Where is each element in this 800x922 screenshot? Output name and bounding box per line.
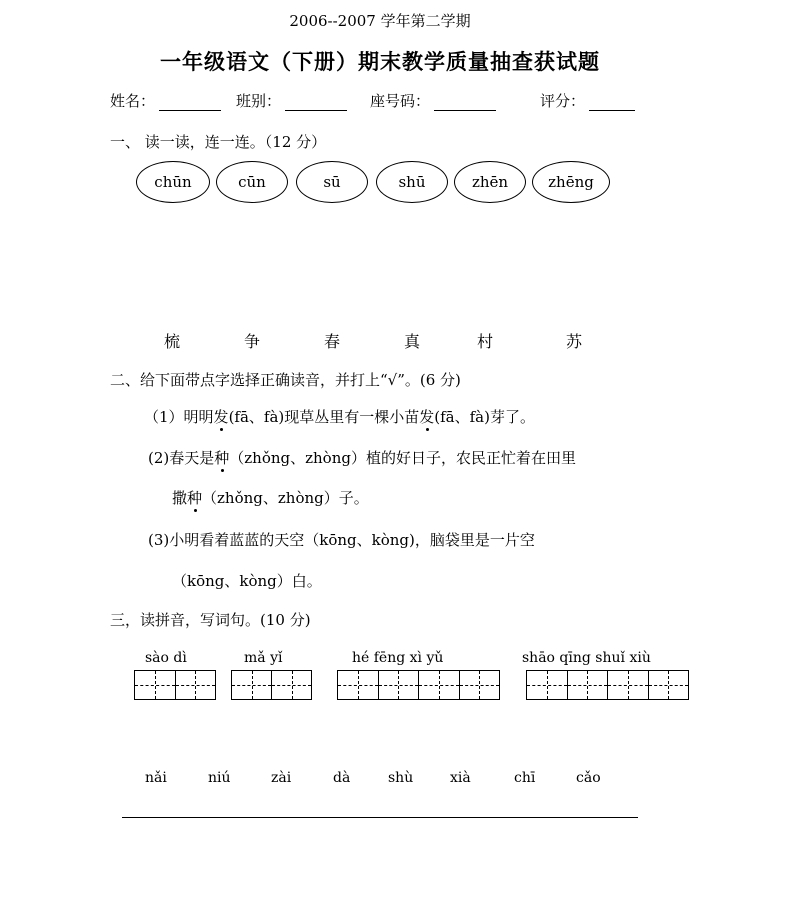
writing-grid[interactable] (231, 670, 312, 700)
writing-grid[interactable] (134, 670, 216, 700)
pinyin-word: shù (388, 770, 414, 786)
score-blank[interactable] (589, 96, 635, 111)
hanzi-char[interactable]: 真 (404, 332, 421, 351)
q2-text: （1）明明 (144, 408, 214, 426)
writing-grid[interactable] (526, 670, 689, 700)
hanzi-char[interactable]: 春 (324, 332, 341, 351)
q2-line-4: (3)小明看着蓝蓝的天空（kōng、kòng)，脑袋里是一片空 (148, 531, 535, 549)
pinyin-group: shāo qīng shuǐ xiù (522, 650, 651, 666)
q2-text: （zhǒng、zhòng）植的好日子，农民正忙着在田里 (229, 449, 576, 467)
pinyin-group: sào dì (145, 650, 187, 666)
pinyin-text: sū (323, 173, 341, 191)
dotted-char: 发 (213, 408, 229, 426)
pinyin-word: niú (208, 770, 231, 786)
pinyin-text: shū (398, 173, 426, 191)
score-field (540, 90, 635, 111)
pinyin-oval[interactable] (216, 161, 288, 203)
q2-line-3 (172, 487, 369, 508)
pinyin-word: chī (514, 770, 536, 786)
name-blank[interactable] (159, 96, 221, 111)
pinyin-text: cūn (238, 173, 266, 191)
hanzi-char[interactable]: 苏 (566, 332, 583, 351)
pinyin-oval[interactable] (136, 161, 210, 203)
q3-heading: 三，读拼音，写词句。(10 分) (110, 611, 311, 629)
school-year: 2006--2007 学年第二学期 (289, 12, 471, 30)
pinyin-word: cǎo (576, 770, 601, 786)
pinyin-word: zài (271, 770, 292, 786)
grid-cell[interactable] (232, 671, 272, 699)
answer-line[interactable] (122, 817, 638, 818)
pinyin-word: xià (450, 770, 471, 786)
score-label: 评分： (540, 92, 586, 110)
grid-cell[interactable] (419, 671, 460, 699)
q2-heading: 二、给下面带点字选择正确读音，并打上“√”。(6 分) (110, 371, 461, 389)
hanzi-char[interactable]: 村 (477, 332, 494, 351)
pinyin-group: mǎ yǐ (244, 650, 283, 666)
grid-cell[interactable] (649, 671, 689, 699)
grid-cell[interactable] (176, 671, 216, 699)
seat-blank[interactable] (434, 96, 496, 111)
name-field (110, 90, 221, 111)
pinyin-text: zhēng (548, 173, 594, 191)
grid-cell[interactable] (272, 671, 311, 699)
q2-line-2 (148, 447, 576, 468)
q2-text: 撒 (172, 489, 188, 507)
hanzi-char[interactable]: 梳 (164, 332, 181, 351)
pinyin-group: hé fēng xì yǔ (352, 650, 444, 666)
pinyin-oval[interactable] (376, 161, 448, 203)
seat-label: 座号码： (370, 92, 431, 110)
q2-line-5: （kōng、kòng）白。 (172, 572, 322, 590)
q2-text: (fā、fà)现草丛里有一棵小苗 (228, 408, 420, 426)
q2-text: （zhǒng、zhòng）子。 (202, 489, 369, 507)
class-blank[interactable] (285, 96, 347, 111)
grid-cell[interactable] (460, 671, 500, 699)
pinyin-oval[interactable] (454, 161, 526, 203)
name-label: 姓名： (110, 92, 156, 110)
q1-heading: 一、 读一读，连一连。（12 分） (110, 133, 327, 151)
pinyin-word: dà (333, 770, 351, 786)
pinyin-text: chūn (154, 173, 192, 191)
q2-text: (2)春天是 (148, 449, 215, 467)
grid-cell[interactable] (338, 671, 379, 699)
pinyin-oval[interactable] (532, 161, 610, 203)
q2-line-1 (144, 406, 535, 427)
writing-grid[interactable] (337, 670, 500, 700)
hanzi-char[interactable]: 争 (244, 332, 261, 351)
page-title: 一年级语文（下册）期末教学质量抽查获试题 (160, 49, 600, 74)
seat-field (370, 90, 496, 111)
pinyin-oval[interactable] (296, 161, 368, 203)
dotted-char: 发 (419, 408, 435, 426)
dotted-char: 种 (214, 449, 230, 467)
grid-cell[interactable] (379, 671, 420, 699)
grid-cell[interactable] (608, 671, 649, 699)
q2-text: (fā、fà)芽了。 (434, 408, 535, 426)
dotted-char: 种 (187, 489, 203, 507)
pinyin-text: zhēn (471, 173, 509, 191)
class-label: 班别： (236, 92, 282, 110)
pinyin-word: nǎi (145, 770, 167, 786)
class-field (236, 90, 347, 111)
grid-cell[interactable] (568, 671, 609, 699)
grid-cell[interactable] (527, 671, 568, 699)
grid-cell[interactable] (135, 671, 176, 699)
